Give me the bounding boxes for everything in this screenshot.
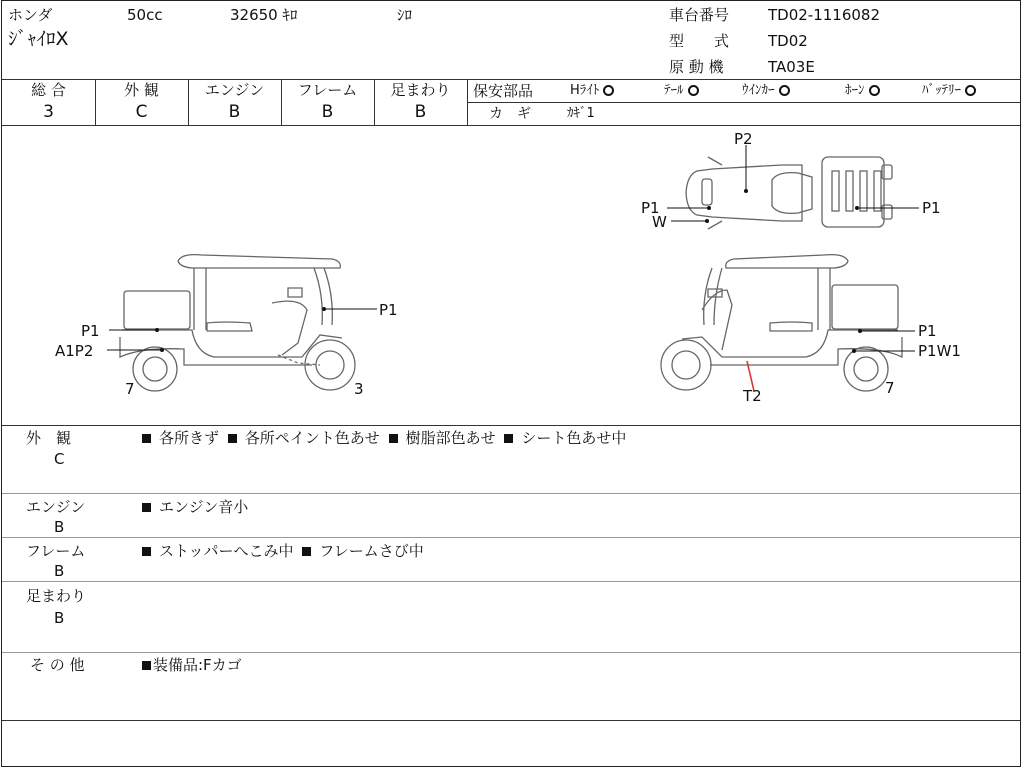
- type-label: 型 式: [669, 32, 730, 50]
- remark-item: 装備品:Fカゴ: [153, 656, 242, 674]
- remark-label-frame: フレーム: [26, 542, 86, 560]
- remark-item: フレームさび中: [319, 542, 424, 560]
- circle-mark-icon: [688, 85, 699, 96]
- diagram-label: W: [652, 213, 667, 231]
- bullet-square-icon: [142, 661, 151, 670]
- maker: ホンダ: [8, 6, 53, 24]
- key-value: ｶｷﾞ1: [567, 106, 595, 121]
- circle-mark-icon: [869, 85, 880, 96]
- scooter-right-side-icon: [661, 255, 902, 391]
- scooter-top-view-icon: [686, 157, 892, 229]
- remark-grade-suspension: B: [54, 609, 65, 627]
- remark-item: 樹脂部色あせ: [405, 429, 496, 447]
- grade-exterior: C: [135, 102, 148, 122]
- safety-headlight: [570, 81, 614, 101]
- remark-items-other: [138, 655, 242, 675]
- bullet-square-icon: [504, 434, 513, 443]
- grade-overall: 3: [43, 102, 54, 122]
- circle-mark-icon: [965, 85, 976, 96]
- safety-item-label: ｳｲﾝｶｰ: [742, 83, 775, 98]
- safety-item-label: Hﾗｲﾄ: [570, 83, 600, 98]
- remark-item: 各所きず: [159, 429, 220, 447]
- remark-item: シート色あせ中: [521, 429, 627, 447]
- remark-item: 各所ペイント色あせ: [244, 429, 380, 447]
- divider: [2, 537, 1020, 538]
- engine-label: 原 動 機: [669, 58, 724, 76]
- remark-item: エンジン音小: [159, 498, 249, 516]
- remark-label-exterior: 外 観: [26, 429, 72, 447]
- remark-label-engine: エンジン: [26, 498, 86, 516]
- grade-header-suspension: 足まわり: [390, 81, 451, 99]
- diagram-label: P1: [918, 322, 937, 340]
- safety-tail: [664, 81, 699, 101]
- remark-grade-engine: B: [54, 518, 65, 536]
- safety-item-label: ﾃｰﾙ: [664, 83, 684, 98]
- diagram-label: P2: [734, 130, 753, 148]
- safety-horn: [845, 81, 880, 101]
- grade-suspension: B: [414, 102, 427, 122]
- diagram-label: A1P2: [55, 342, 94, 360]
- mileage: 32650 ｷﾛ: [230, 6, 298, 24]
- diagram-label: T2: [743, 387, 762, 405]
- inspection-sheet: [1, 0, 1021, 767]
- circle-mark-icon: [779, 85, 790, 96]
- grade-header-exterior: 外 観: [124, 81, 159, 99]
- color: ｼﾛ: [397, 6, 413, 24]
- bullet-square-icon: [142, 547, 151, 556]
- model-name: ｼﾞｬｲﾛX: [8, 28, 69, 50]
- diagram-label: P1: [922, 199, 941, 217]
- circle-mark-icon: [603, 85, 614, 96]
- safety-winker: [742, 81, 790, 101]
- type-value: TD02: [768, 32, 808, 50]
- remark-items-frame: [138, 541, 424, 561]
- safety-label: 保安部品: [473, 82, 534, 100]
- grade-engine: B: [228, 102, 241, 122]
- engine-value: TA03E: [768, 58, 815, 76]
- remark-items-exterior: [138, 428, 626, 448]
- diagram-label: P1: [81, 322, 100, 340]
- diagram-label: 7: [125, 380, 135, 398]
- remark-label-other: そ の 他: [30, 656, 85, 674]
- damage-diagram: [2, 125, 1022, 425]
- remark-grade-exterior: C: [54, 450, 65, 468]
- safety-battery: [922, 81, 976, 101]
- diagram-label: P1: [379, 301, 398, 319]
- frame-no-label: 車台番号: [669, 6, 730, 24]
- divider: [2, 425, 1020, 426]
- divider: [2, 720, 1020, 721]
- frame-no: TD02-1116082: [768, 6, 881, 24]
- remark-grade-frame: B: [54, 562, 65, 580]
- diagram-label: P1W1: [918, 342, 961, 360]
- key-label: カ ギ: [489, 106, 531, 122]
- divider: [467, 102, 1021, 103]
- displacement: 50cc: [127, 6, 163, 24]
- grade-header-engine: エンジン: [204, 81, 265, 99]
- remark-items-engine: [138, 497, 248, 517]
- bullet-square-icon: [302, 547, 311, 556]
- remark-label-suspension: 足まわり: [26, 587, 87, 605]
- divider: [2, 493, 1020, 494]
- grade-frame: B: [321, 102, 334, 122]
- diagram-label: P1: [641, 199, 660, 217]
- bullet-square-icon: [142, 434, 151, 443]
- bullet-square-icon: [389, 434, 398, 443]
- grade-header-frame: フレーム: [297, 81, 358, 99]
- diagram-label: 3: [354, 380, 364, 398]
- grade-header-overall: 総 合: [31, 81, 66, 99]
- bullet-square-icon: [228, 434, 237, 443]
- safety-item-label: ﾊﾞｯﾃﾘｰ: [922, 83, 961, 98]
- diagram-label: 7: [885, 379, 895, 397]
- remark-item: ストッパーへこみ中: [159, 542, 294, 560]
- safety-item-label: ﾎｰﾝ: [845, 83, 865, 98]
- scooter-left-side-icon: [120, 255, 355, 391]
- divider: [2, 652, 1020, 653]
- divider: [2, 581, 1020, 582]
- bullet-square-icon: [142, 503, 151, 512]
